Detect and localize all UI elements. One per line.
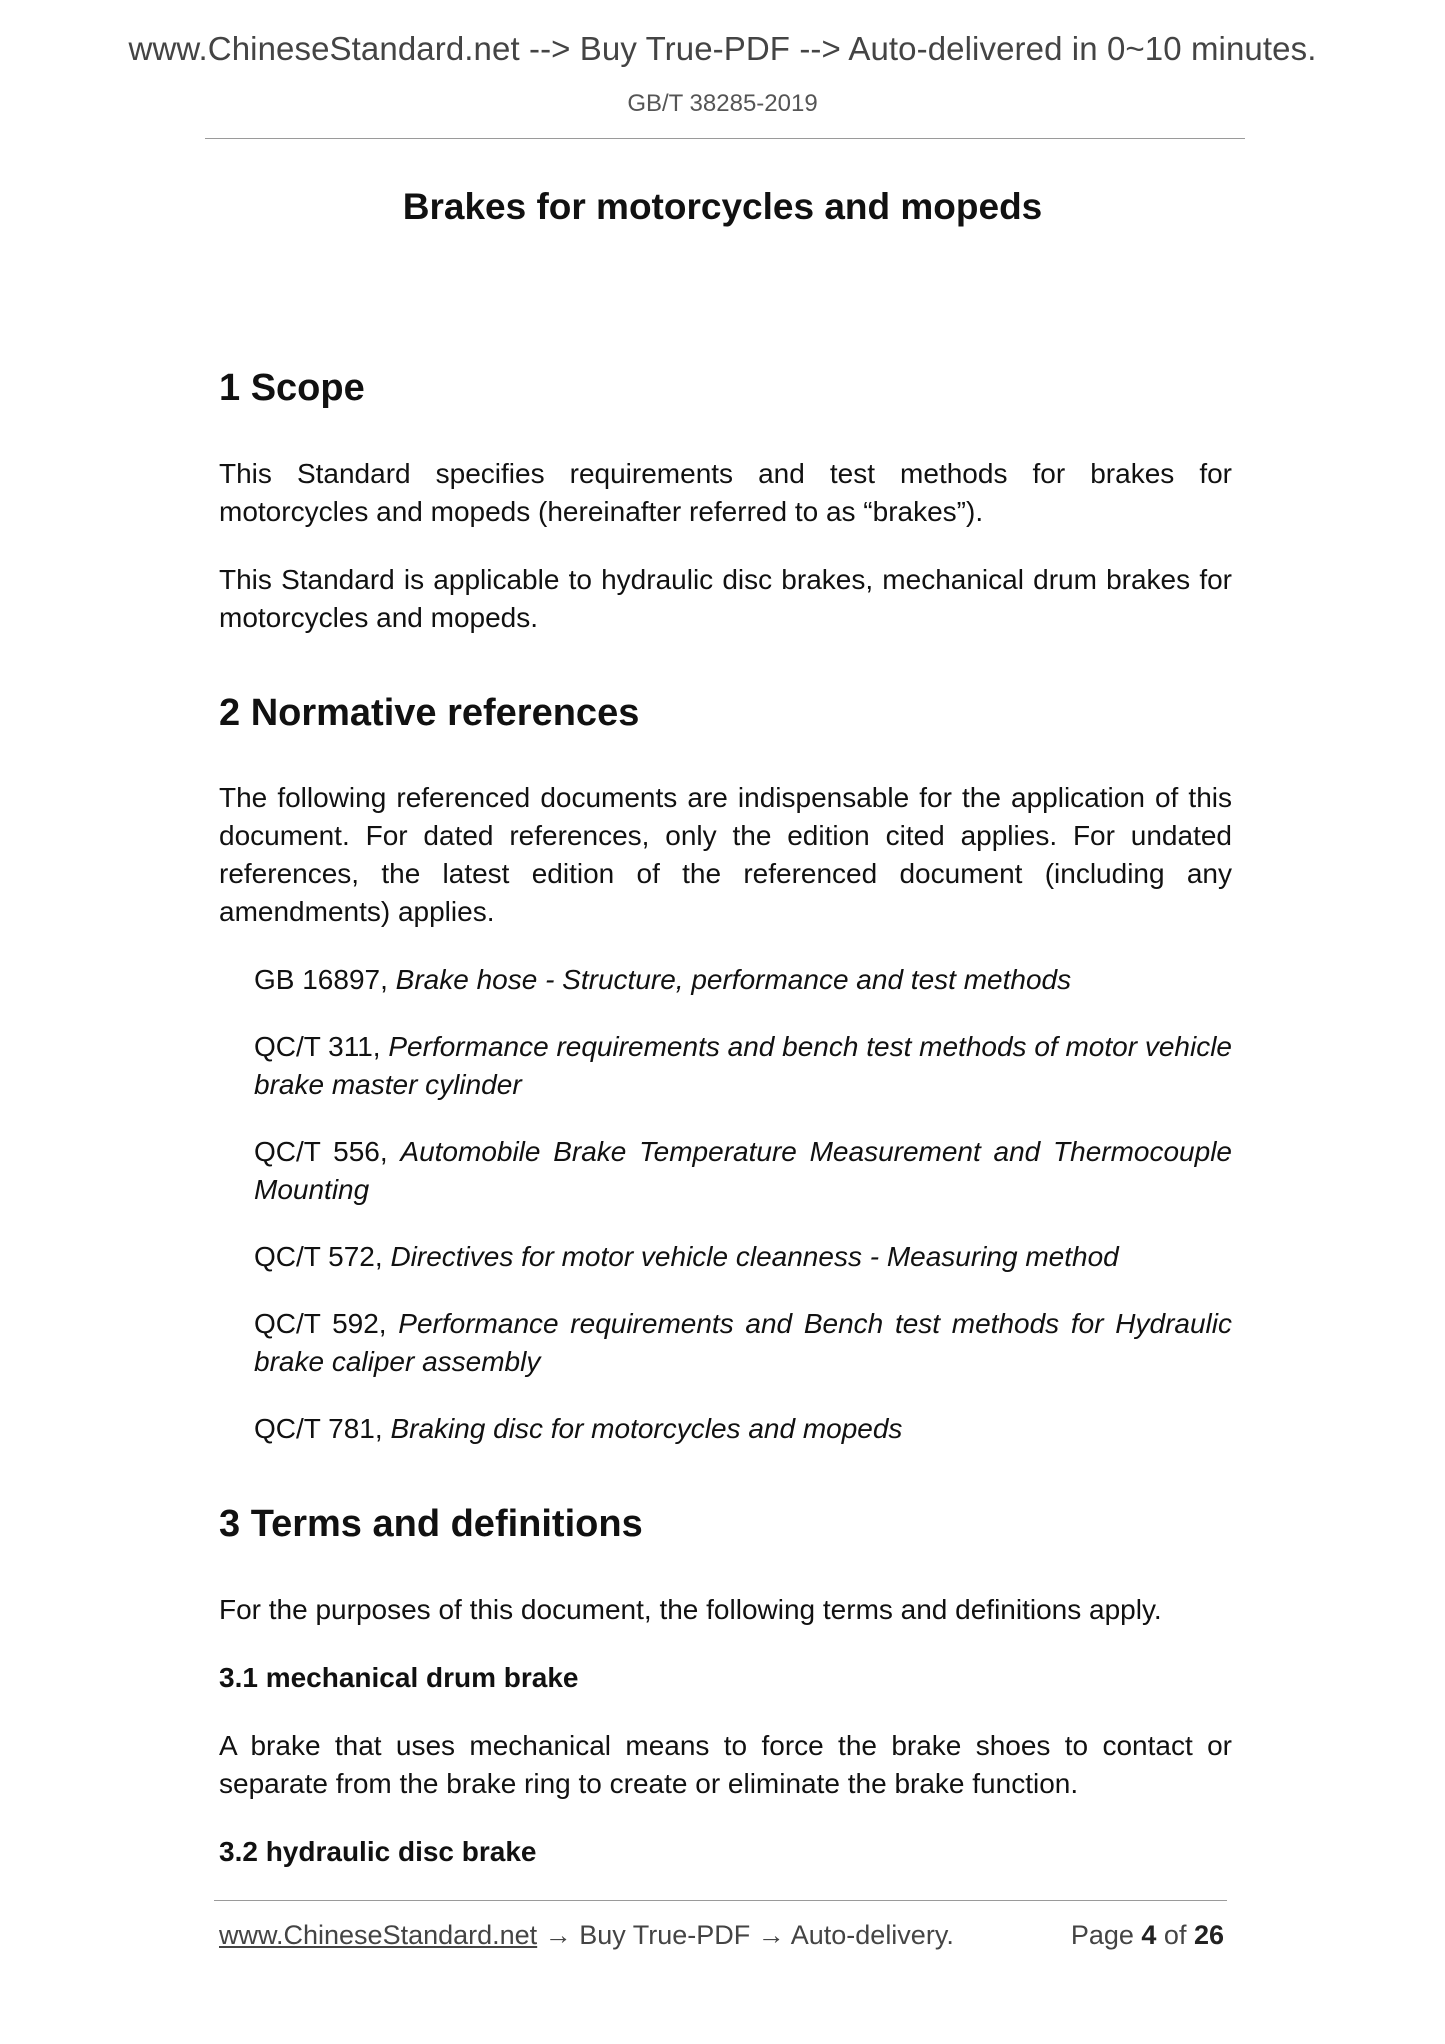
footer-divider [214,1900,1227,1901]
reference-item [254,1305,1232,1381]
scope-paragraph-2: This Standard is applicable to hydraulic disc brakes, mechanical drum brakes for motorcycles and mopeds. [219,563,1232,633]
terms-intro: For the purposes of this document, the following terms and definitions apply. [219,1593,1162,1625]
page-footer [219,1920,1224,1951]
page-label: Page [1070,1920,1142,1950]
reference-item [254,1410,1232,1448]
page-number: 4 [1141,1920,1157,1950]
reference-code: QC/T 556, [254,1136,401,1168]
top-banner: www.ChineseStandard.net --> Buy True-PDF --> Auto-delivered in 0~10 minutes. [128,30,1317,67]
term-heading-mechanical-drum-brake: 3.1 mechanical drum brake [219,1661,579,1693]
reference-title: Brake hose - Structure, performance and test methods [395,964,1072,996]
reference-title: Performance requirements and Bench test methods for Hydraulic brake caliper assembly [254,1308,1232,1378]
header-divider [205,138,1245,139]
scope-paragraph-1: This Standard specifies requirements and test methods for brakes for motorcycles and mopeds (hereinafter referred to as “brakes”). [219,457,1232,527]
section-heading-scope: 1 Scope [219,367,365,409]
section-heading-terms: 3 Terms and definitions [219,1503,643,1546]
reference-title: Braking disc for motorcycles and mopeds [390,1413,903,1445]
footer-text: → Buy True-PDF → Auto-delivery. [537,1920,954,1950]
reference-title: Directives for motor vehicle cleanness - Measuring method [390,1241,1119,1273]
reference-code: QC/T 781, [254,1413,391,1445]
document-title: Brakes for motorcycles and mopeds [402,186,1043,227]
reference-code: QC/T 572, [254,1241,391,1273]
reference-title: Automobile Brake Temperature Measurement and Thermocouple Mounting [254,1136,1232,1206]
document-body [219,366,1232,1901]
reference-code: GB 16897, [254,964,396,996]
page-indicator [1071,1920,1224,1951]
total-pages: 26 [1193,1920,1224,1950]
reference-item [254,1028,1232,1104]
reference-item [254,961,1232,999]
term-heading-hydraulic-disc-brake: 3.2 hydraulic disc brake [219,1835,537,1867]
reference-code: QC/T 311, [254,1031,389,1063]
footer-website-link[interactable]: www.ChineseStandard.net [219,1920,538,1950]
normative-intro: The following referenced documents are indispensable for the application of this document. For dated references, only the edition cited applies. For undated references, the latest edition of the referenced document (including any amendments) applies. [219,782,1232,928]
reference-title: Performance requirements and bench test methods of motor vehicle brake master cylinder [254,1031,1232,1101]
of-label: of [1156,1920,1194,1950]
reference-code: QC/T 592, [254,1308,399,1340]
reference-item [254,1133,1232,1209]
term-definition-mechanical-drum-brake: A brake that uses mechanical means to force the brake shoes to contact or separate from the brake ring to create or eliminate the brake function. [219,1729,1232,1799]
section-heading-normative: 2 Normative references [219,691,640,734]
standard-code: GB/T 38285-2019 [627,90,818,117]
reference-item [254,1238,1232,1276]
